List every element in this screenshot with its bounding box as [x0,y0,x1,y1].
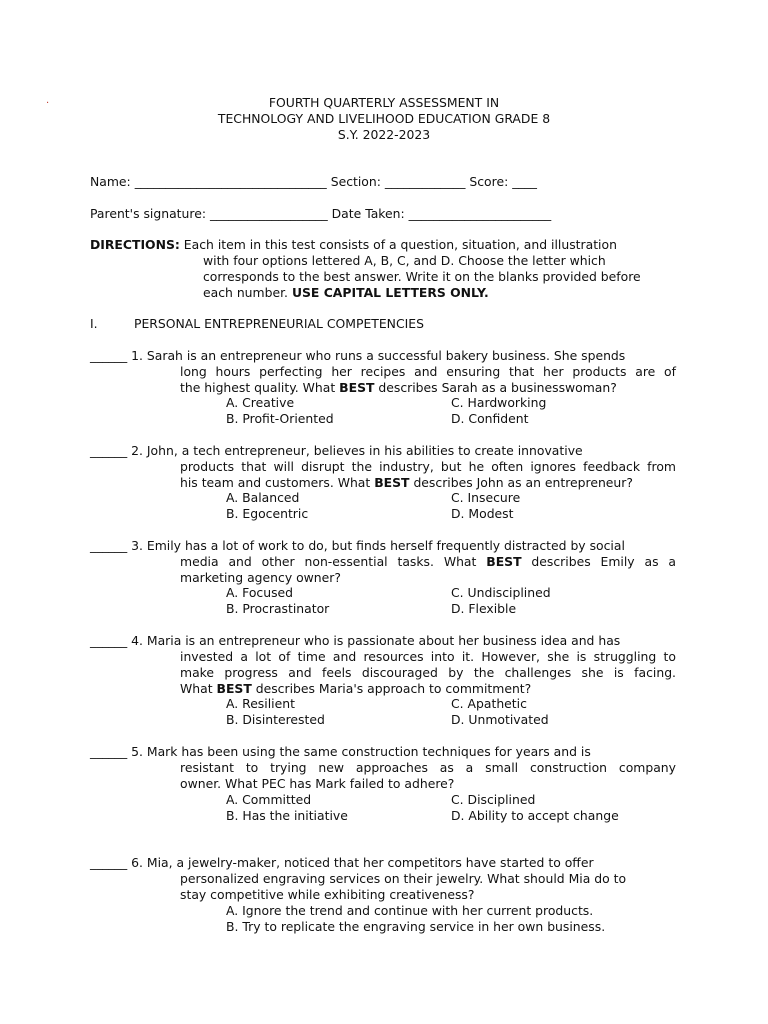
q5-option-b: B. Has the initiative [226,808,348,823]
parent-row [90,206,551,222]
section-numeral: I. [90,316,98,331]
q4-option-a: A. Resilient [226,696,295,711]
q3-option-b: B. Procrastinator [226,601,330,616]
title-line-1: FOURTH QUARTERLY ASSESSMENT IN [268,95,500,110]
q4-option-c: C. Apathetic [451,696,527,711]
q1-option-a: A. Creative [226,395,295,410]
question-2-line-2: products that will disrupt the industry, but he often ignores feedback from [180,459,676,474]
question-1-line-3: the highest quality. What BEST describes Sarah as a businesswoman? [180,380,617,395]
question-3-line-1: ______ 3. Emily has a lot of work to do, but finds herself frequently distracted by social [90,538,625,553]
parent-signature-label: Parent's signature: [90,206,207,221]
name-field[interactable]: _______________________________ [134,174,327,189]
section-title: PERSONAL ENTREPRENEURIAL COMPETENCIES [134,316,424,331]
q4-option-d: D. Unmotivated [451,712,549,727]
answer-blank-6[interactable]: ______ [90,855,128,870]
question-6-line-3: stay competitive while exhibiting creativeness? [180,887,475,902]
question-5-line-2: resistant to trying new approaches as a small construction company [180,760,676,775]
question-6-line-2: personalized engraving services on their jewelry. What should Mia do to [180,871,627,886]
title-line-2: TECHNOLOGY AND LIVELIHOOD EDUCATION GRADE 8 [217,111,551,126]
question-1-line-1: ______ 1. Sarah is an entrepreneur who runs a successful bakery business. She spends [90,348,626,363]
score-field[interactable]: ____ [512,174,537,189]
answer-blank-5[interactable]: ______ [90,744,128,759]
answer-blank-4[interactable]: ______ [90,633,128,648]
answer-blank-1[interactable]: ______ [90,348,128,363]
answer-blank-2[interactable]: ______ [90,443,128,458]
question-4-line-3: make progress and feels discouraged by the challenges she is facing. [180,665,676,680]
parent-signature-field[interactable]: ___________________ [209,206,328,221]
name-label: Name: [90,174,131,189]
section-label: Section: [330,174,381,189]
q2-option-a: A. Balanced [226,490,300,505]
q1-option-d: D. Confident [451,411,529,426]
q3-option-d: D. Flexible [451,601,517,616]
question-4-line-1: ______ 4. Maria is an entrepreneur who is passionate about her business idea and has [90,633,621,648]
directions-line-4: each number. USE CAPITAL LETTERS ONLY. [203,285,489,300]
directions-line-3: corresponds to the best answer. Write it on the blanks provided before [203,269,641,284]
question-4-line-4: What BEST describes Maria's approach to commitment? [180,681,532,696]
date-taken-label: Date Taken: [331,206,405,221]
question-5-line-3: owner. What PEC has Mark failed to adhere? [180,776,455,791]
title-line-3: S.Y. 2022-2023 [337,127,431,142]
q5-option-c: C. Disciplined [451,792,536,807]
q1-option-b: B. Profit-Oriented [226,411,334,426]
q3-option-a: A. Focused [226,585,294,600]
q2-option-b: B. Egocentric [226,506,309,521]
q2-option-c: C. Insecure [451,490,521,505]
name-row [90,174,537,190]
question-5-line-1: ______ 5. Mark has been using the same construction techniques for years and is [90,744,591,759]
stray-dot: . [46,95,50,106]
question-3-line-2: media and other non-essential tasks. What BEST describes Emily as a [180,554,677,569]
q6-option-b: B. Try to replicate the engraving service in her own business. [226,919,606,934]
q5-option-a: A. Committed [226,792,312,807]
question-6-line-1: ______ 6. Mia, a jewelry-maker, noticed that her competitors have started to offer [90,855,594,870]
q3-option-c: C. Undisciplined [451,585,551,600]
question-3-line-3: marketing agency owner? [180,570,341,585]
question-2-line-3: his team and customers. What BEST describes John as an entrepreneur? [180,475,633,490]
score-label: Score: [469,174,509,189]
q4-option-b: B. Disinterested [226,712,325,727]
directions-label: DIRECTIONS: [90,237,180,252]
date-taken-field[interactable]: _______________________ [408,206,552,221]
q2-option-d: D. Modest [451,506,514,521]
directions-line-2: with four options lettered A, B, C, and D. Choose the letter which [203,253,606,268]
section-field[interactable]: _____________ [384,174,466,189]
q6-option-a: A. Ignore the trend and continue with her current products. [226,903,594,918]
q5-option-d: D. Ability to accept change [451,808,619,823]
question-2-line-1: ______ 2. John, a tech entrepreneur, believes in his abilities to create innovative [90,443,583,458]
q1-option-c: C. Hardworking [451,395,547,410]
directions-line-1: DIRECTIONS: Each item in this test consists of a question, situation, and illustration [90,237,617,252]
question-4-line-2: invested a lot of time and resources into it. However, she is struggling to [180,649,676,664]
answer-blank-3[interactable]: ______ [90,538,128,553]
question-1-line-2: long hours perfecting her recipes and ensuring that her products are of [180,364,676,379]
